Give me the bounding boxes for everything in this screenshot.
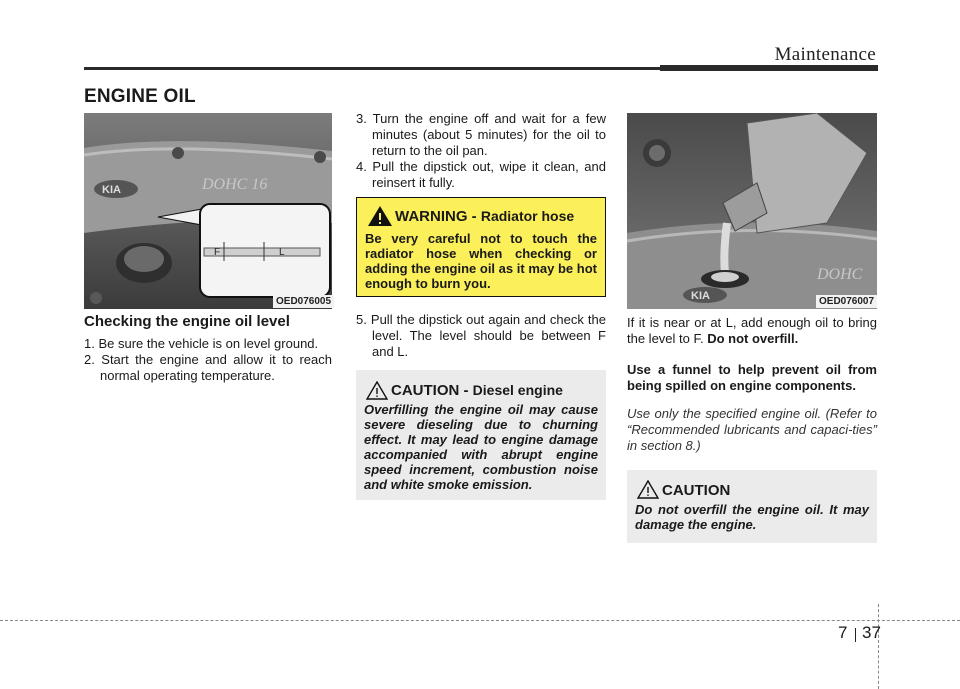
svg-text:KIA: KIA xyxy=(691,290,710,302)
paragraph-add-oil xyxy=(627,315,877,347)
steps-list-3 xyxy=(356,312,606,360)
figure-code-right: OED076007 xyxy=(816,295,877,308)
caution-label: CAUTION - xyxy=(391,382,473,399)
page-number: 37 xyxy=(862,623,881,642)
list-item: 4. Pull the dipstick out, wipe it clean, and reinsert it fully. xyxy=(356,159,606,190)
warning-text: Be very careful not to touch the radiator hose when checking or adding the engine oil as it may be hot enough to burn you. xyxy=(365,231,597,291)
svg-text:KIA: KIA xyxy=(102,184,121,196)
section-title: ENGINE OIL xyxy=(84,86,196,107)
svg-text:DOHC: DOHC xyxy=(817,266,863,283)
footer-vertical-rule xyxy=(878,604,879,689)
paragraph-specified-oil: Use only the specified engine oil. (Refer to “Recommended lubricants and capaci-ties” in section 8.) xyxy=(627,406,877,453)
paragraph-add-oil-emphasis: Do not overfill. xyxy=(707,331,799,346)
caution-text: Overfilling the engine oil may cause severe dieseling due to churning effect. It may lead to engine damage accompanied with abrupt engine speed increment, combustion noise and white smoke emission. xyxy=(364,402,598,492)
caution-topic: Diesel engine xyxy=(472,382,563,398)
caution-title xyxy=(391,382,563,399)
chapter-number: 7 xyxy=(838,623,848,642)
caution-box-diesel xyxy=(356,370,606,500)
header-rule-accent xyxy=(660,65,878,71)
subheading-checking-oil: Checking the engine oil level xyxy=(84,313,290,330)
running-header: Maintenance xyxy=(774,44,876,65)
footer-rule xyxy=(0,620,960,621)
warning-triangle-icon xyxy=(367,205,393,232)
paragraph-add-oil-text: If it is near or at L, add enough oil to bring the level to F. xyxy=(627,315,877,346)
dipstick-mark-l: L xyxy=(279,247,285,258)
paragraph-funnel: Use a funnel to help prevent oil from being spilled on engine components. xyxy=(627,362,877,393)
figure-code-left: OED076005 xyxy=(273,295,334,308)
caution-triangle-icon xyxy=(637,480,659,504)
engine-dipstick-figure xyxy=(84,113,332,309)
dipstick-mark-f: F xyxy=(214,247,221,258)
svg-text:DOHC 16: DOHC 16 xyxy=(202,176,268,193)
list-item: 5. Pull the dipstick out again and check the level. The level should be between F and L. xyxy=(356,312,606,359)
caution-box-overfill xyxy=(627,470,877,543)
caution-text: Do not overfill the engine oil. It may damage the engine. xyxy=(635,502,869,532)
steps-list-1 xyxy=(84,336,332,384)
oil-pouring-figure xyxy=(627,113,877,309)
warning-label: WARNING - xyxy=(395,208,481,225)
list-item: 2. Start the engine and allow it to reach normal operating temperature. xyxy=(84,352,332,383)
warning-title xyxy=(395,208,574,225)
caution-title: CAUTION xyxy=(662,482,731,499)
warning-topic: Radiator hose xyxy=(480,208,575,224)
list-item: 1. Be sure the vehicle is on level ground. xyxy=(84,336,319,351)
list-item: 3. Turn the engine off and wait for a few minutes (about 5 minutes) for the oil to return to the oil pan. xyxy=(356,111,606,158)
warning-box-radiator-hose xyxy=(356,197,606,297)
steps-list-2 xyxy=(356,111,606,191)
page-number-separator xyxy=(855,628,856,642)
